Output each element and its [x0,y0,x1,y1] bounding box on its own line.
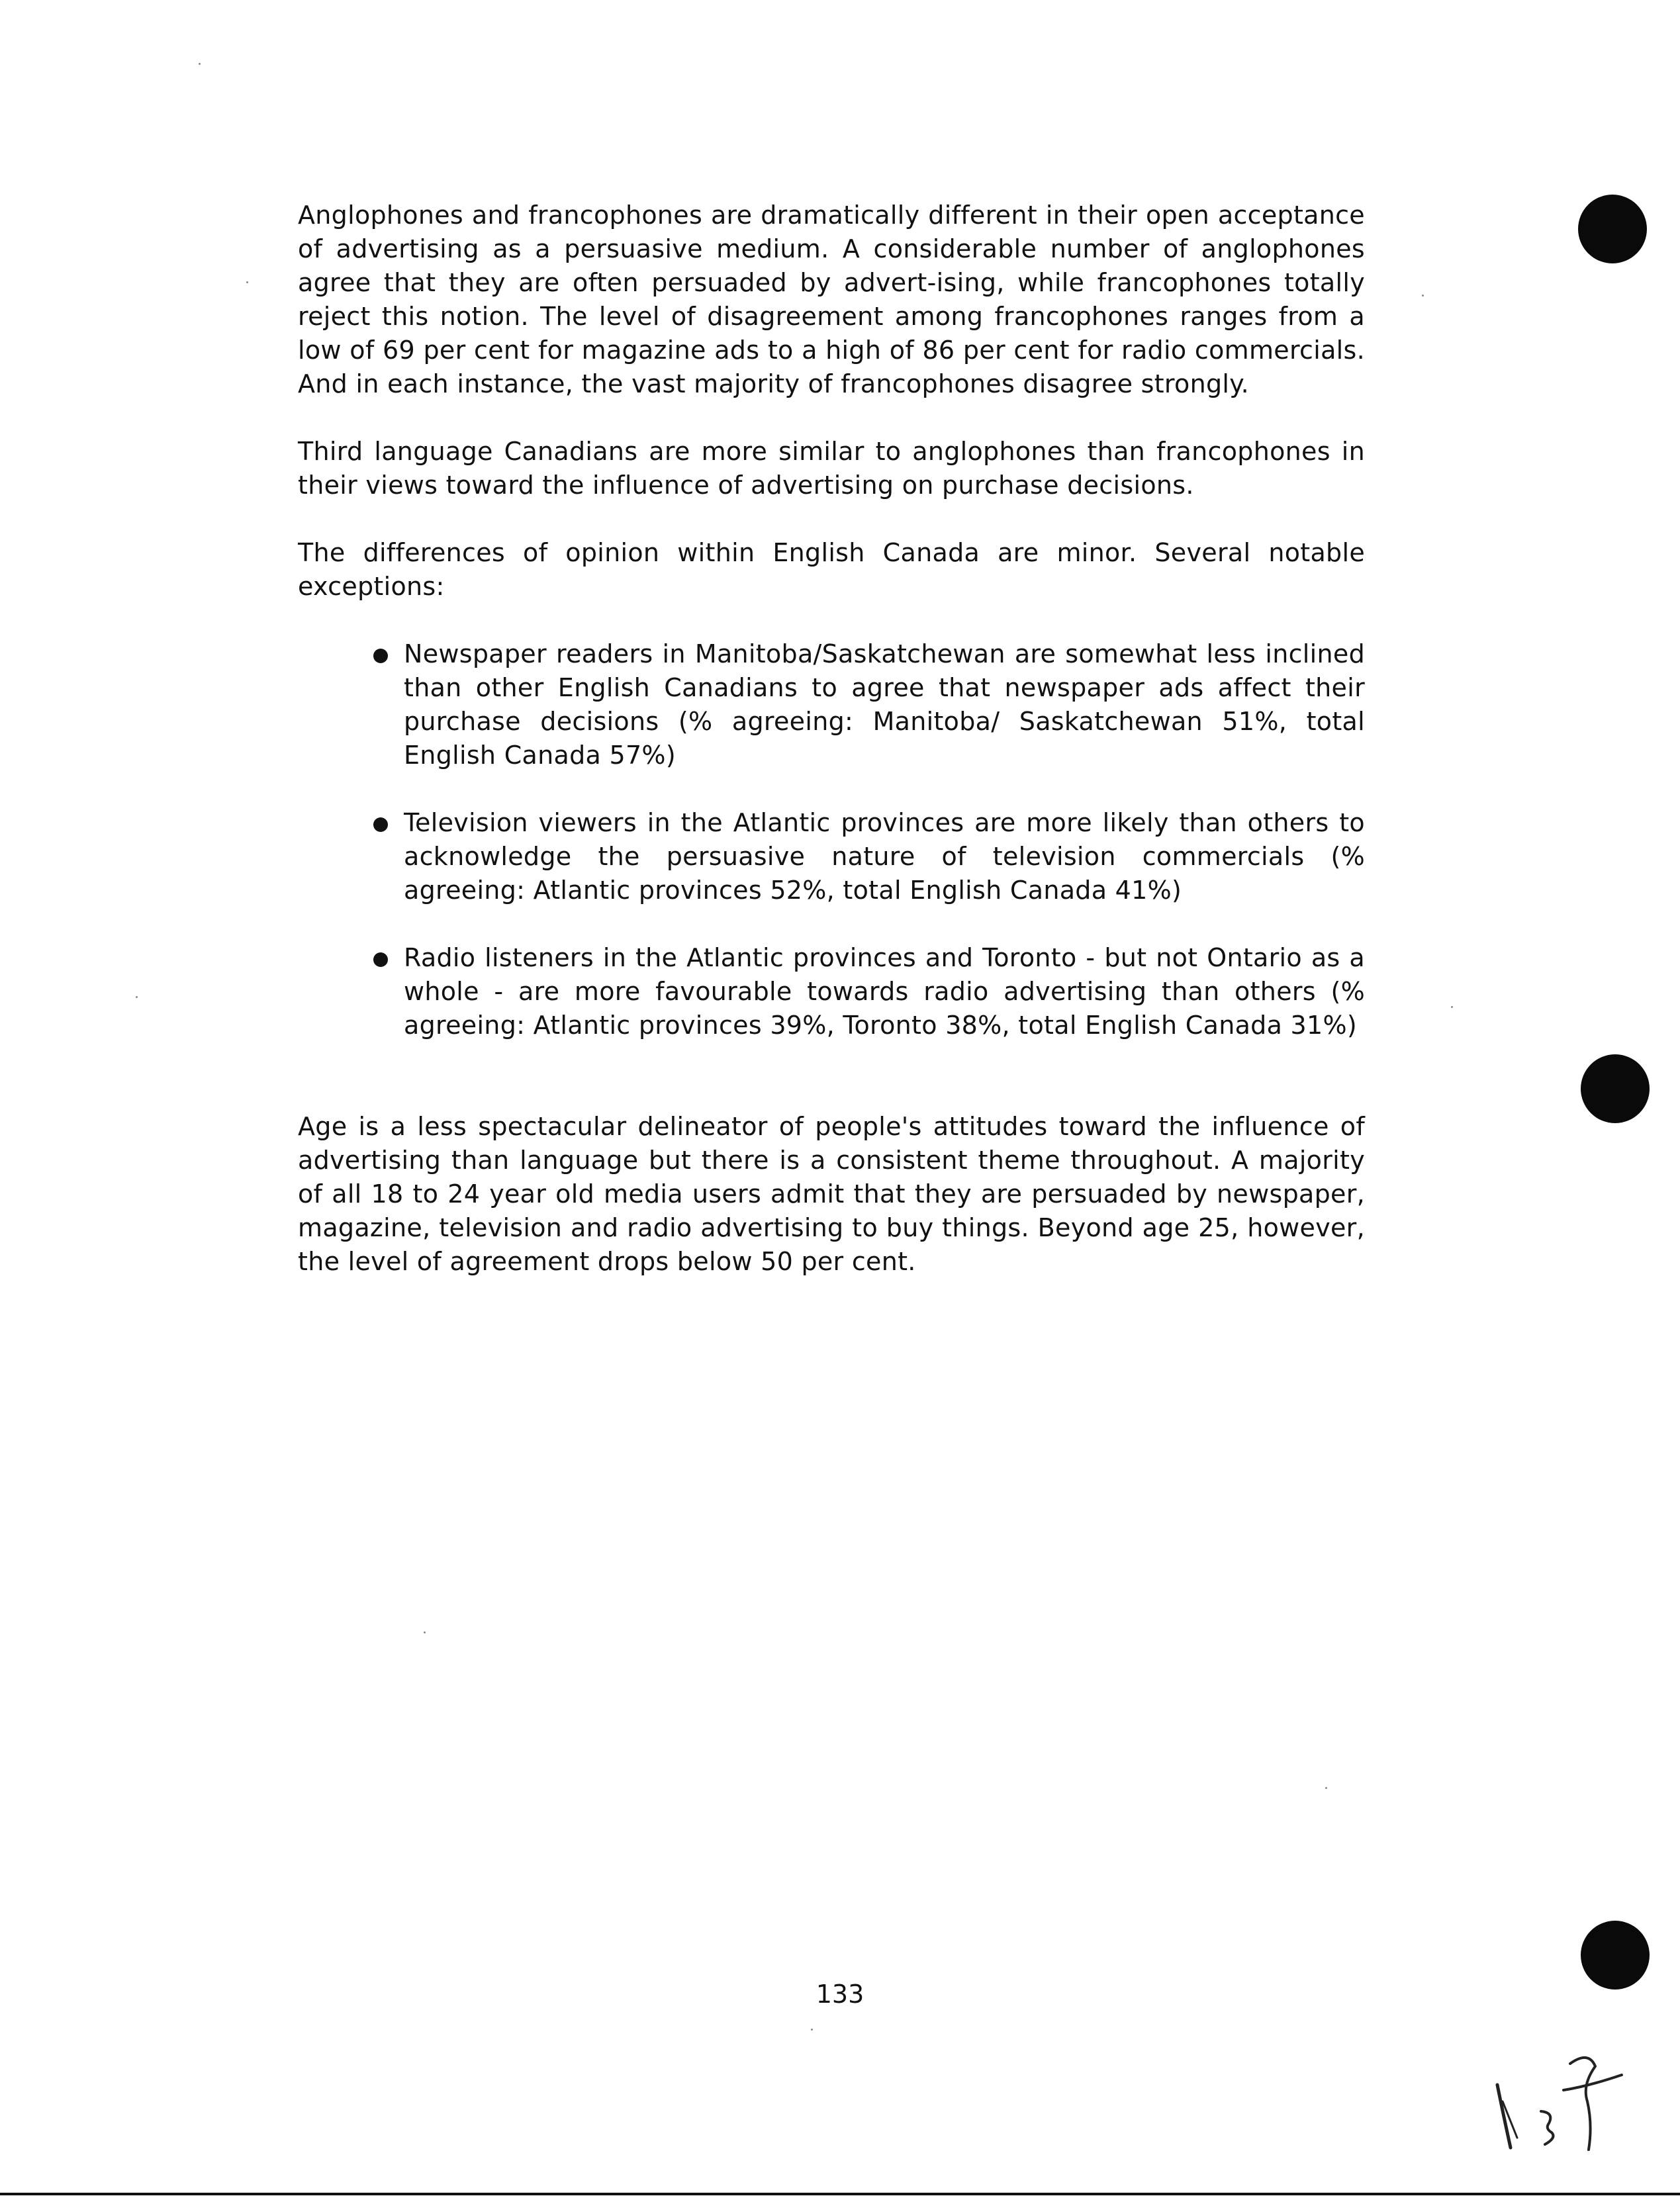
paragraph-english-canada-differences: The differences of opinion within English Canada are minor. Several notable exceptions: [298,538,1365,601]
scan-speck [136,996,138,998]
bullet-icon [373,649,388,663]
bullet-icon [373,952,388,967]
punch-hole-top [1578,195,1647,263]
paragraph-age: Age is a less spectacular delineator of people's attitudes toward the influence of advertising than language but there is a consistent theme throughout. A majority of all 18 to 24 year old media users admit that they are persuaded by newspaper, magazine, television and radio advertising to buy things. Beyond age 25, however, the level of agreement drops below 50 per cent. [298,1112,1365,1276]
scan-speck [246,281,248,283]
list-item-newspaper [404,637,1365,772]
exceptions-list [298,637,1365,1042]
scan-speck [1325,1787,1327,1789]
list-item-text: Newspaper readers in Manitoba/Saskatchewan are somewhat less inclined than other English Canadians to agree that newspaper ads affect their purchase decisions (% agreeing: Manitoba/ Saskatchewan 51%, total English Canada 57%) [404,639,1365,770]
scan-speck [424,1631,426,1633]
scan-speck [199,63,201,65]
bullet-icon [373,817,388,832]
scan-speck [1422,295,1424,297]
list-item-text: Television viewers in the Atlantic provinces are more likely than others to acknowledge the persuasive nature of television commercials (% agreeing: Atlantic provinces 52%, total English Canada 41%) [404,808,1365,905]
page-number: 133 [816,1980,864,2009]
list-item-television [404,806,1365,907]
punch-hole-middle [1581,1054,1650,1123]
list-item-text: Radio listeners in the Atlantic provinces and Toronto - but not Ontario as a whole - are more favourable towards radio advertising than others (% agreeing: Atlantic provinces 39%, Toronto 38%, total English Canada 31%) [404,943,1365,1040]
paragraph-language-differences: Anglophones and francophones are dramatically different in their open acceptance of advertising as a persuasive medium. A considerable number of anglophones agree that they are often persuaded by advert-ising, while francophones totally reject this notion. The level of disagreement among francophones ranges from a low of 69 per cent for magazine ads to a high of 86 per cent for radio commercials. And in each instance, the vast majority of francophones disagree strongly. [298,201,1365,398]
document-body [298,199,1365,1312]
scan-speck [1451,1006,1453,1008]
list-item-radio [404,941,1365,1042]
page-bottom-rule [0,2193,1680,2195]
paragraph-third-language: Third language Canadians are more similar to anglophones than francophones in their views toward the influence of advertising on purchase decisions. [298,437,1365,500]
scan-speck [811,2029,813,2031]
handwritten-note-icon [1483,2038,1642,2171]
